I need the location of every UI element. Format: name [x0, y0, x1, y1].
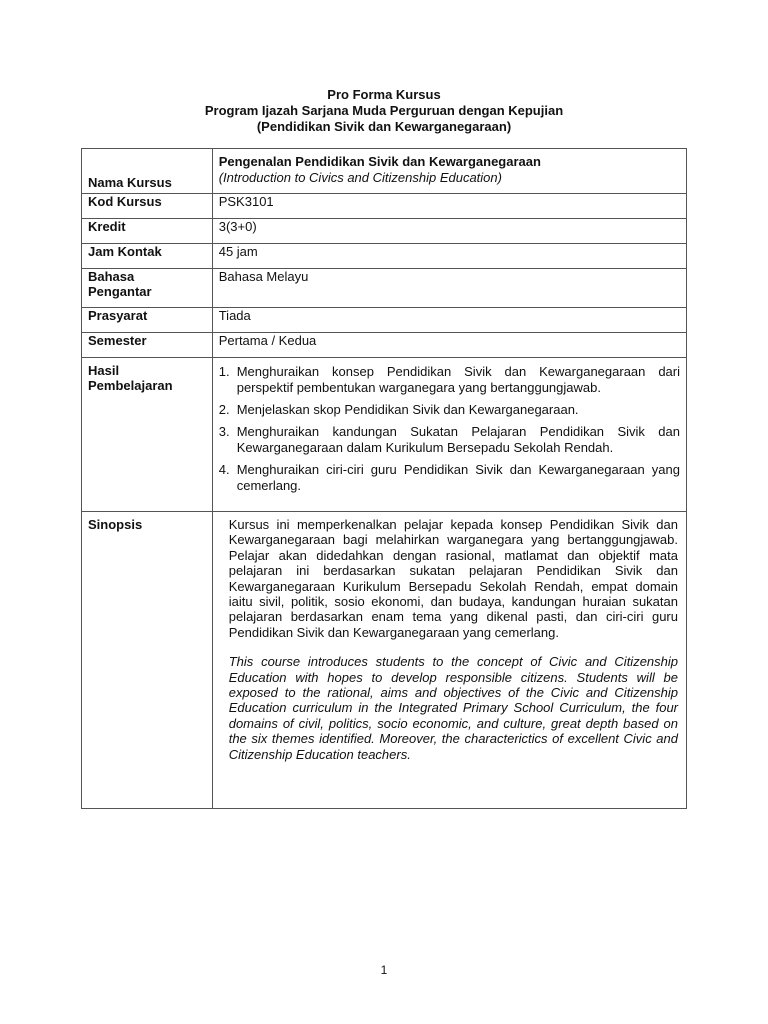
course-proforma-table: [81, 148, 687, 809]
value-jam-kontak: 45 jam: [212, 244, 686, 269]
value-sinopsis: [212, 512, 686, 809]
list-item: [219, 462, 680, 494]
label-semester: Semester: [82, 333, 213, 358]
list-item: [219, 424, 680, 456]
document-header: [0, 87, 768, 135]
value-hasil-pembelajaran: [212, 358, 686, 512]
table-row-kredit: [82, 219, 687, 244]
value-bahasa-pengantar: Bahasa Melayu: [212, 269, 686, 308]
label-nama-kursus: Nama Kursus: [82, 149, 213, 194]
table-row-hasil-pembelajaran: [82, 358, 687, 512]
table-row-nama-kursus: [82, 149, 687, 194]
header-specialisation: (Pendidikan Sivik dan Kewarganegaraan): [256, 119, 512, 134]
table-row-jam-kontak: [82, 244, 687, 269]
learning-outcomes-list: [219, 364, 680, 494]
value-semester: Pertama / Kedua: [212, 333, 686, 358]
page-number: 1: [380, 963, 388, 977]
list-item-number: 2.: [218, 402, 230, 417]
label-kod-kursus: Kod Kursus: [82, 194, 213, 219]
list-item: [219, 364, 680, 396]
label-hasil-pembelajaran: [82, 358, 213, 512]
course-title-en: (Introduction to Civics and Citizenship Education): [218, 170, 502, 185]
label-prasyarat: Prasyarat: [82, 308, 213, 333]
list-item-number: 1.: [218, 364, 230, 379]
value-kod-kursus: PSK3101: [212, 194, 686, 219]
list-item-text: Menjelaskan skop Pendidikan Sivik dan Kewarganegaraan.: [236, 402, 579, 417]
label-hasil-line2: Pembelajaran: [88, 378, 173, 393]
table-row-bahasa-pengantar: [82, 269, 687, 308]
table-row-kod-kursus: [82, 194, 687, 219]
table-row-semester: [82, 333, 687, 358]
table-row-prasyarat: [82, 308, 687, 333]
list-item-text: Menghuraikan ciri-ciri guru Pendidikan Sivik dan Kewarganegaraan yang cemerlang.: [236, 462, 680, 493]
label-jam-kontak: Jam Kontak: [82, 244, 213, 269]
synopsis-malay: Kursus ini memperkenalkan pelajar kepada konsep Pendidikan Sivik dan Kewarganegaraan bagi melahirkan warganegara yang bertanggungjawab. Pelajar akan didedahkan dengan rasional, matlamat dan objektif mata pelajaran ini berdasarkan sukatan pelajaran Pendidikan Sivik dan Kewarganegaraan Kurikulum Bersepadu Sekolah Rendah, empat domain iaitu sivil, politik, sosio ekonomi, dan budaya, kandungan huraian sukatan pelajaran berdasarkan enam tema yang dikenal pasti, dan ciri-ciri guru Pendidikan Sivik dan Kewarganegaraan yang cemerlang.: [228, 517, 678, 640]
value-nama-kursus: [212, 149, 686, 194]
label-kredit: Kredit: [82, 219, 213, 244]
label-bahasa-pengantar: [82, 269, 213, 308]
header-program: Program Ijazah Sarjana Muda Perguruan dengan Kepujian: [204, 103, 564, 118]
course-title-ms: Pengenalan Pendidikan Sivik dan Kewarganegaraan: [218, 154, 541, 169]
label-sinopsis: Sinopsis: [82, 512, 213, 809]
label-bahasa-line2: Pengantar: [88, 284, 152, 299]
list-item-number: 4.: [218, 462, 230, 477]
list-item-text: Menghuraikan kandungan Sukatan Pelajaran Pendidikan Sivik dan Kewarganegaraan dalam Kurikulum Bersepadu Sekolah Rendah.: [236, 424, 680, 455]
list-item-text: Menghuraikan konsep Pendidikan Sivik dan Kewarganegaraan dari perspektif pembentukan warganegara yang bertanggungjawab.: [236, 364, 680, 395]
value-prasyarat: Tiada: [212, 308, 686, 333]
list-item: [219, 402, 680, 418]
label-hasil-line1: Hasil: [88, 363, 120, 378]
header-title: Pro Forma Kursus: [327, 87, 441, 102]
synopsis-english: This course introduces students to the concept of Civic and Citizenship Education with hopes to develop responsible citizens. Students will be exposed to the rational, aims and objectives of the Civic and Citizenship Education curriculum in the Integrated Primary School Curriculum, the four domains of civil, politics, socio economic, and culture, great depth based on the six themes identified. Moreover, the characterictics of excellent Civic and Citizenship Education teachers.: [228, 654, 678, 762]
list-item-number: 3.: [218, 424, 230, 439]
table-row-sinopsis: [82, 512, 687, 809]
label-bahasa-line1: Bahasa: [88, 269, 135, 284]
value-kredit: 3(3+0): [212, 219, 686, 244]
